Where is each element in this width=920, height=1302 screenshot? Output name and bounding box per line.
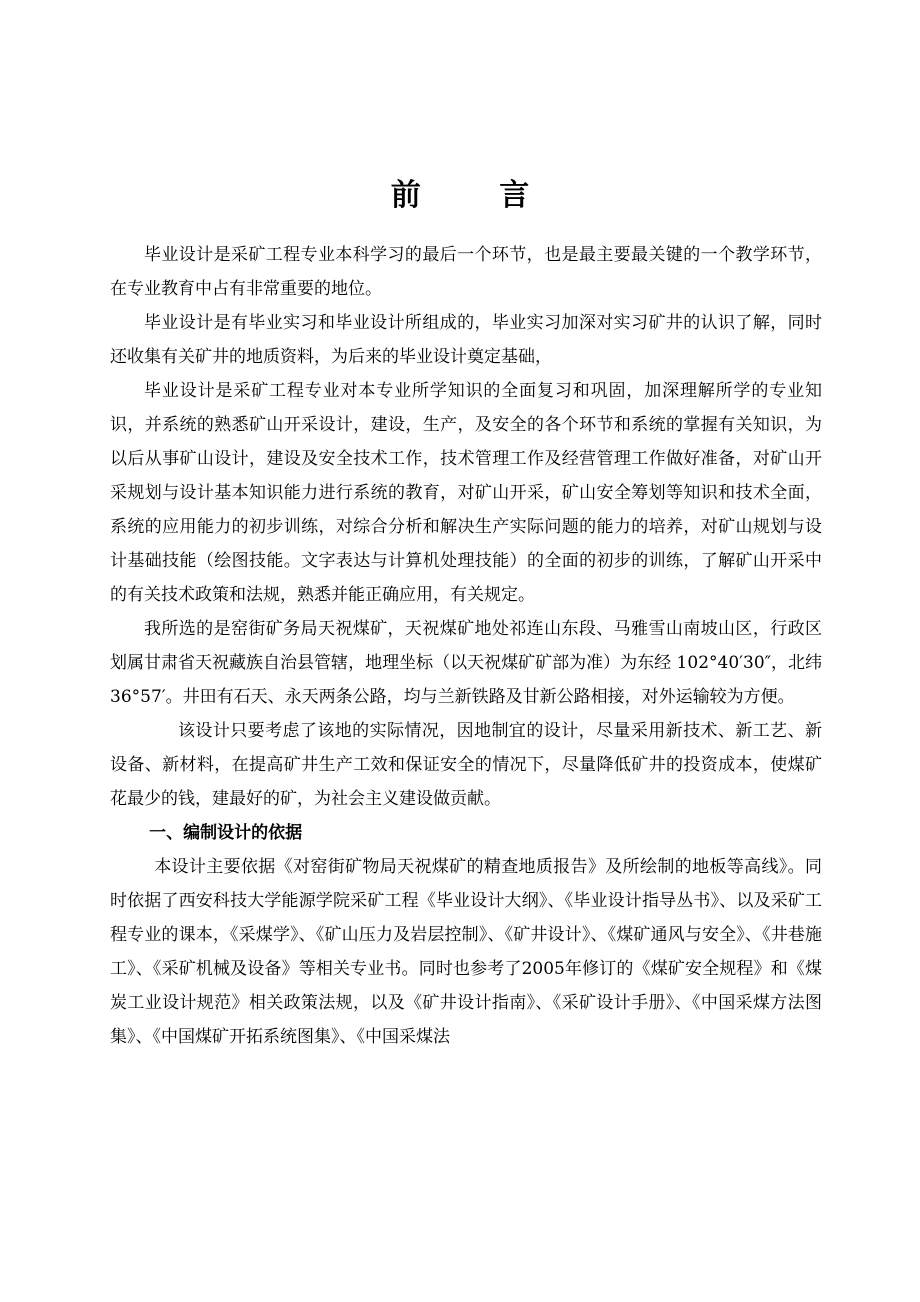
paragraph-4: 我所选的是窑街矿务局天祝煤矿，天祝煤矿地处祁连山东段、马雅雪山南坡山区，行政区划属甘肃省天祝藏族自治县管辖，地理坐标（以天祝煤矿矿部为准）为东经 102°40′30″，北纬 36°57′。井田有石天、永天两条公路，均与兰新铁路及甘新公路相接，对外运输较为方便。	[110, 619, 822, 707]
paragraph-5: 该设计只要考虑了该地的实际情况，因地制宜的设计，尽量采用新技术、新工艺、新设备、新材料，在提高矿井生产工效和保证安全的情况下，尽量降低矿井的投资成本，使煤矿花最少的钱，建最好的矿，为社会主义建设做贡献。	[110, 721, 822, 809]
section-heading: 一、编制设计的依据	[149, 823, 303, 843]
paragraph-3: 毕业设计是采矿工程专业对本专业所学知识的全面复习和巩固，加深理解所学的专业知识，并系统的熟悉矿山开采设计，建设，生产，及安全的各个环节和系统的掌握有关知识，为以后从事矿山设计，建设及安全技术工作，技术管理工作及经营管理工作做好准备，对矿山开采规划与设计基本知识能力进行系统的教育，对矿山开采，矿山安全筹划等知识和技术全面，系统的应用能力的初步训练，对综合分析和解决生产实际问题的能力的培养，对矿山规划与设计基础技能（绘图技能。文字表达与计算机处理技能）的全面的初步的训练，了解矿山开采中的有关技术政策和法规，熟悉并能正确应用，有关规定。	[110, 381, 822, 605]
paragraph-1: 毕业设计是采矿工程专业本科学习的最后一个环节，也是最主要最关键的一个教学环节，在专业教育中占有非常重要的地位。	[110, 245, 822, 299]
page-title: 前 言	[390, 178, 564, 213]
section-paragraph: 本设计主要依据《对窑街矿物局天祝煤矿的精查地质报告》及所绘制的地板等高线》。同时依据了西安科技大学能源学院采矿工程《毕业设计大纲》、《毕业设计指导丛书》、以及采矿工程专业的课本，《采煤学》、《矿山压力及岩层控制》、《矿井设计》、《煤矿通风与安全》、《井巷施工》、《采矿机械及设备》等相关专业书。同时也参考了2005年修订的《煤矿安全规程》和《煤炭工业设计规范》相关政策法规，以及《矿井设计指南》、《采矿设计手册》、《中国采煤方法图集》、《中国煤矿开拓系统图集》、《中国采煤法	[110, 857, 822, 1047]
paragraph-2: 毕业设计是有毕业实习和毕业设计所组成的，毕业实习加深对实习矿井的认识了解，同时还收集有关矿井的地质资料，为后来的毕业设计奠定基础，	[110, 313, 822, 367]
document-body	[110, 238, 822, 1054]
